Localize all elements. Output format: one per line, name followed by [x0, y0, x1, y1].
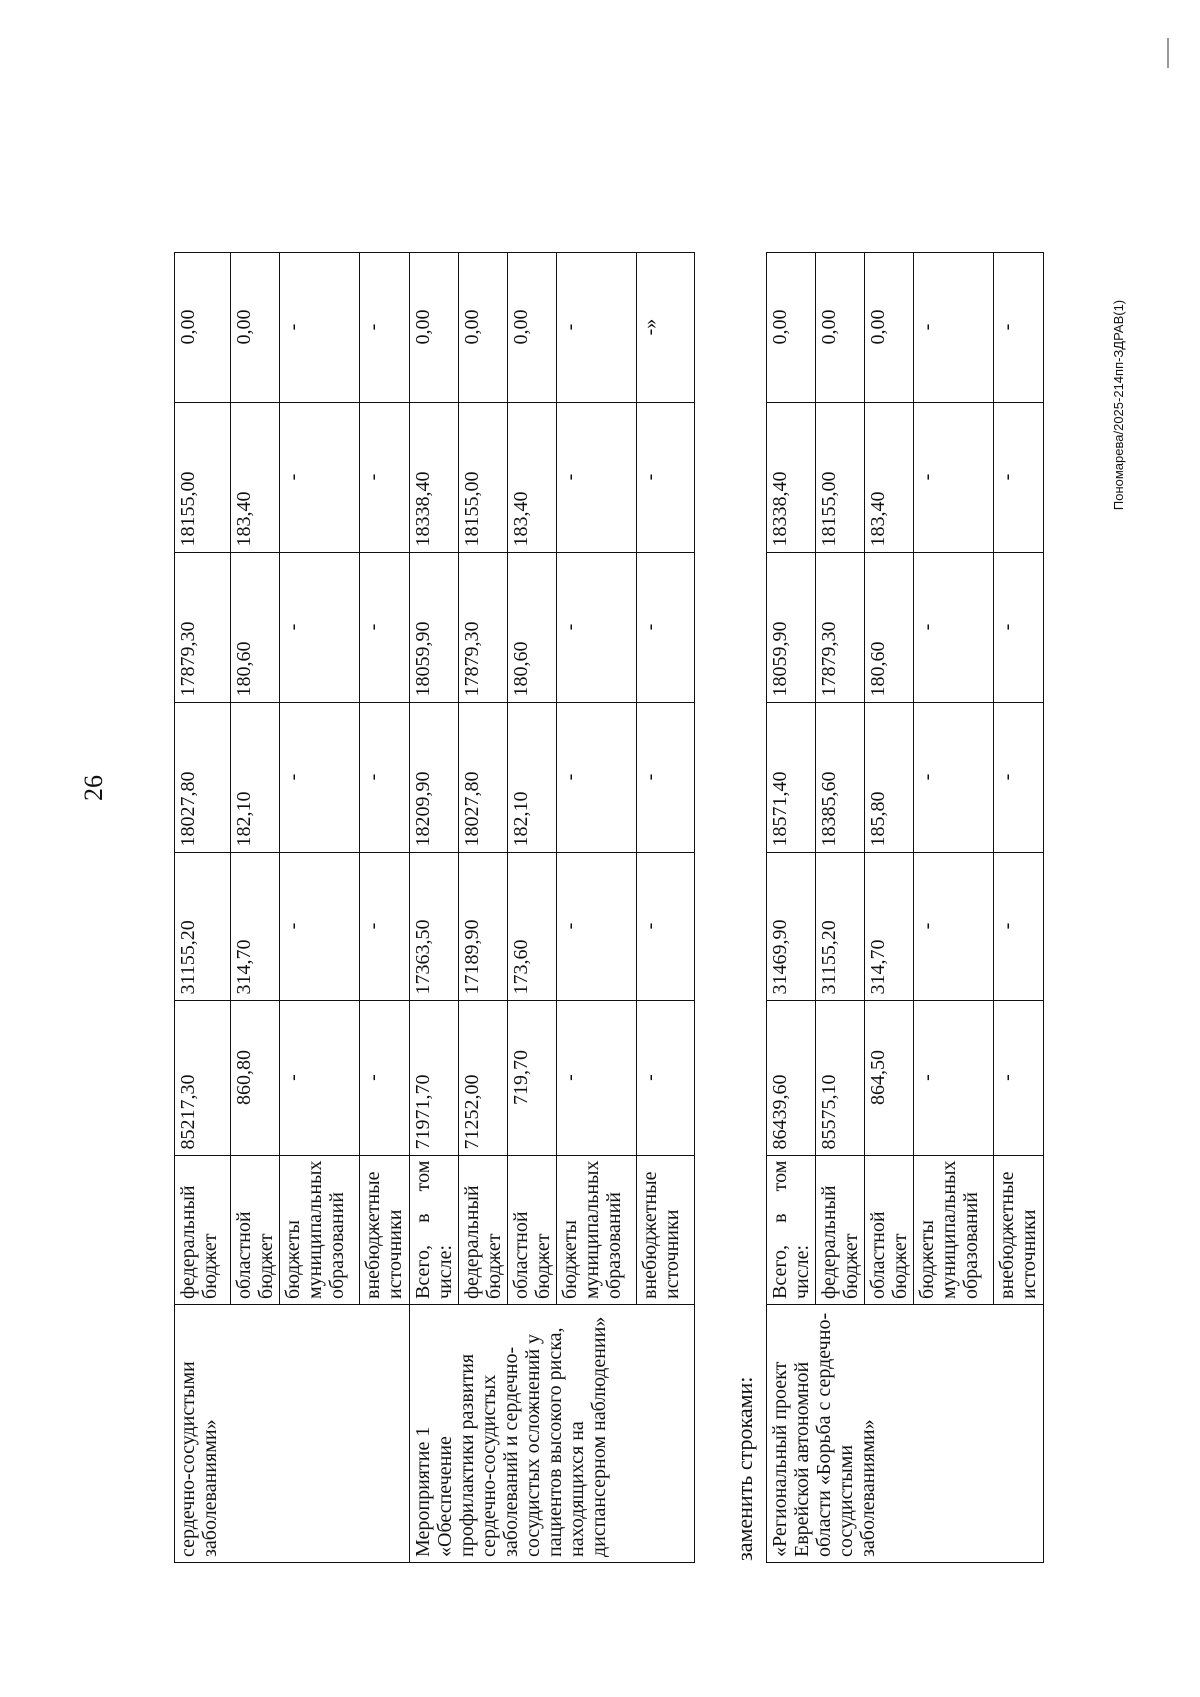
funding-source-cell: бюджеты муниципальных образований	[280, 1155, 360, 1304]
value-cell: -	[360, 252, 410, 402]
total-word: в	[769, 1213, 791, 1223]
value-cell: -	[280, 252, 360, 402]
value-cell: -	[914, 1000, 994, 1155]
funding-source-cell: внебюджетные источники	[994, 1155, 1044, 1304]
value-cell: 173,60	[508, 852, 557, 1000]
total-word-tail: числе:	[434, 1244, 456, 1299]
table-row	[175, 252, 231, 1562]
value-cell: 71971,70	[410, 1000, 459, 1155]
value-cell: -	[637, 402, 695, 552]
value-cell: 18059,90	[767, 552, 816, 702]
value-cell: 18385,60	[816, 702, 865, 852]
value-cell: 18155,00	[816, 402, 865, 552]
value-cell: -	[994, 702, 1044, 852]
value-cell: -	[557, 552, 637, 702]
total-word: том	[769, 1160, 791, 1192]
value-cell: 18155,00	[459, 402, 508, 552]
document-footer-reference: Пономарева/2025-214пп-ЗДРАВ(1)	[1111, 299, 1126, 511]
value-cell: 182,10	[231, 702, 280, 852]
value-cell: 31155,20	[175, 852, 231, 1000]
value-cell: -	[360, 552, 410, 702]
value-cell: -	[280, 402, 360, 552]
value-cell: -	[557, 402, 637, 552]
value-cell: 314,70	[865, 852, 914, 1000]
value-cell: 0,00	[459, 252, 508, 402]
value-cell: -	[360, 852, 410, 1000]
value-cell: -	[994, 402, 1044, 552]
value-cell: 17879,30	[459, 552, 508, 702]
value-cell: 17879,30	[175, 552, 231, 702]
value-cell: 314,70	[231, 852, 280, 1000]
value-cell: -	[280, 852, 360, 1000]
value-cell: -	[637, 1000, 695, 1155]
funding-source-total-cell	[767, 1155, 816, 1304]
value-cell: 18338,40	[767, 402, 816, 552]
project-description-cell: «Региональный проект Еврейской автономной области «Борьба с сердечно-сосудистыми заболеваниями»	[767, 1305, 1044, 1563]
funding-source-total-cell	[410, 1155, 459, 1304]
value-cell: 0,00	[175, 252, 231, 402]
value-cell: 860,80	[231, 1000, 280, 1155]
funding-table-replacement	[766, 252, 1044, 1563]
funding-source-cell: областной бюджет	[231, 1155, 280, 1304]
value-cell: 85217,30	[175, 1000, 231, 1155]
value-cell: -	[557, 1000, 637, 1155]
value-cell: -	[994, 1000, 1044, 1155]
value-cell: 183,40	[231, 402, 280, 552]
value-cell: 17879,30	[816, 552, 865, 702]
activity-description-cell: Мероприятие 1 «Обеспечение профилактики развития сердечно-сосудистых заболеваний и сердечно-сосудистых осложнений у пациентов высокого риска, находящихся на диспансерном наблюдении»	[410, 1305, 695, 1563]
value-cell: 0,00	[508, 252, 557, 402]
value-cell: 18209,90	[410, 702, 459, 852]
value-cell: -	[637, 552, 695, 702]
project-description-cell: сердечно-сосудистыми заболеваниями»	[175, 1305, 410, 1563]
value-cell: 180,60	[231, 552, 280, 702]
page-number: 26	[79, 775, 108, 801]
value-cell: 0,00	[410, 252, 459, 402]
value-cell: 17189,90	[459, 852, 508, 1000]
value-cell: -	[994, 252, 1044, 402]
value-cell: -	[557, 702, 637, 852]
total-word: том	[412, 1160, 434, 1192]
value-cell: 0,00	[767, 252, 816, 402]
value-cell: -	[914, 702, 994, 852]
replace-with-rows-label: заменить строками:	[732, 1376, 757, 1561]
value-cell: 0,00	[231, 252, 280, 402]
value-cell: -	[914, 552, 994, 702]
funding-source-cell: областной бюджет	[865, 1155, 914, 1304]
value-cell: 185,80	[865, 702, 914, 852]
value-cell: -	[637, 852, 695, 1000]
value-cell: 18155,00	[175, 402, 231, 552]
value-cell: 18027,80	[175, 702, 231, 852]
funding-source-cell: областной бюджет	[508, 1155, 557, 1304]
value-cell: 180,60	[508, 552, 557, 702]
rotated-page-content	[174, 43, 1174, 1563]
value-cell: 183,40	[508, 402, 557, 552]
value-cell: -	[360, 402, 410, 552]
total-word-tail: числе:	[791, 1244, 813, 1299]
value-cell: 31469,90	[767, 852, 816, 1000]
value-cell: 864,50	[865, 1000, 914, 1155]
value-cell: 17363,50	[410, 852, 459, 1000]
value-cell: -	[557, 252, 637, 402]
value-cell: 18338,40	[410, 402, 459, 552]
funding-source-cell: федеральный бюджет	[459, 1155, 508, 1304]
table-row	[767, 252, 816, 1562]
value-cell: 85575,10	[816, 1000, 865, 1155]
table-row	[410, 252, 459, 1562]
value-cell: -	[994, 552, 1044, 702]
funding-source-cell: внебюджетные источники	[360, 1155, 410, 1304]
value-cell: -	[280, 702, 360, 852]
funding-source-cell: федеральный бюджет	[816, 1155, 865, 1304]
value-cell: 18027,80	[459, 702, 508, 852]
total-word: в	[412, 1213, 434, 1223]
funding-table-existing	[174, 252, 695, 1563]
funding-source-cell: бюджеты муниципальных образований	[557, 1155, 637, 1304]
value-cell: -	[557, 852, 637, 1000]
funding-source-cell: федеральный бюджет	[175, 1155, 231, 1304]
total-word: Всего,	[412, 1244, 434, 1299]
value-cell: -	[637, 702, 695, 852]
total-word: Всего,	[769, 1244, 791, 1299]
value-cell: 180,60	[865, 552, 914, 702]
value-cell: -	[280, 552, 360, 702]
value-cell: 86439,60	[767, 1000, 816, 1155]
value-cell: 182,10	[508, 702, 557, 852]
funding-source-cell: бюджеты муниципальных образований	[914, 1155, 994, 1304]
value-cell: -	[914, 252, 994, 402]
value-cell: 31155,20	[816, 852, 865, 1000]
value-cell: 719,70	[508, 1000, 557, 1155]
value-cell: 0,00	[816, 252, 865, 402]
value-cell: 71252,00	[459, 1000, 508, 1155]
value-cell: 0,00	[865, 252, 914, 402]
value-cell: 18059,90	[410, 552, 459, 702]
value-cell: -	[360, 702, 410, 852]
value-cell: -	[994, 852, 1044, 1000]
value-cell: -	[360, 1000, 410, 1155]
value-cell-closing: -»	[637, 252, 695, 402]
value-cell: 183,40	[865, 402, 914, 552]
funding-source-cell: внебюджетные источники	[637, 1155, 695, 1304]
value-cell: 18571,40	[767, 702, 816, 852]
value-cell: -	[914, 852, 994, 1000]
value-cell: -	[280, 1000, 360, 1155]
value-cell: -	[914, 402, 994, 552]
